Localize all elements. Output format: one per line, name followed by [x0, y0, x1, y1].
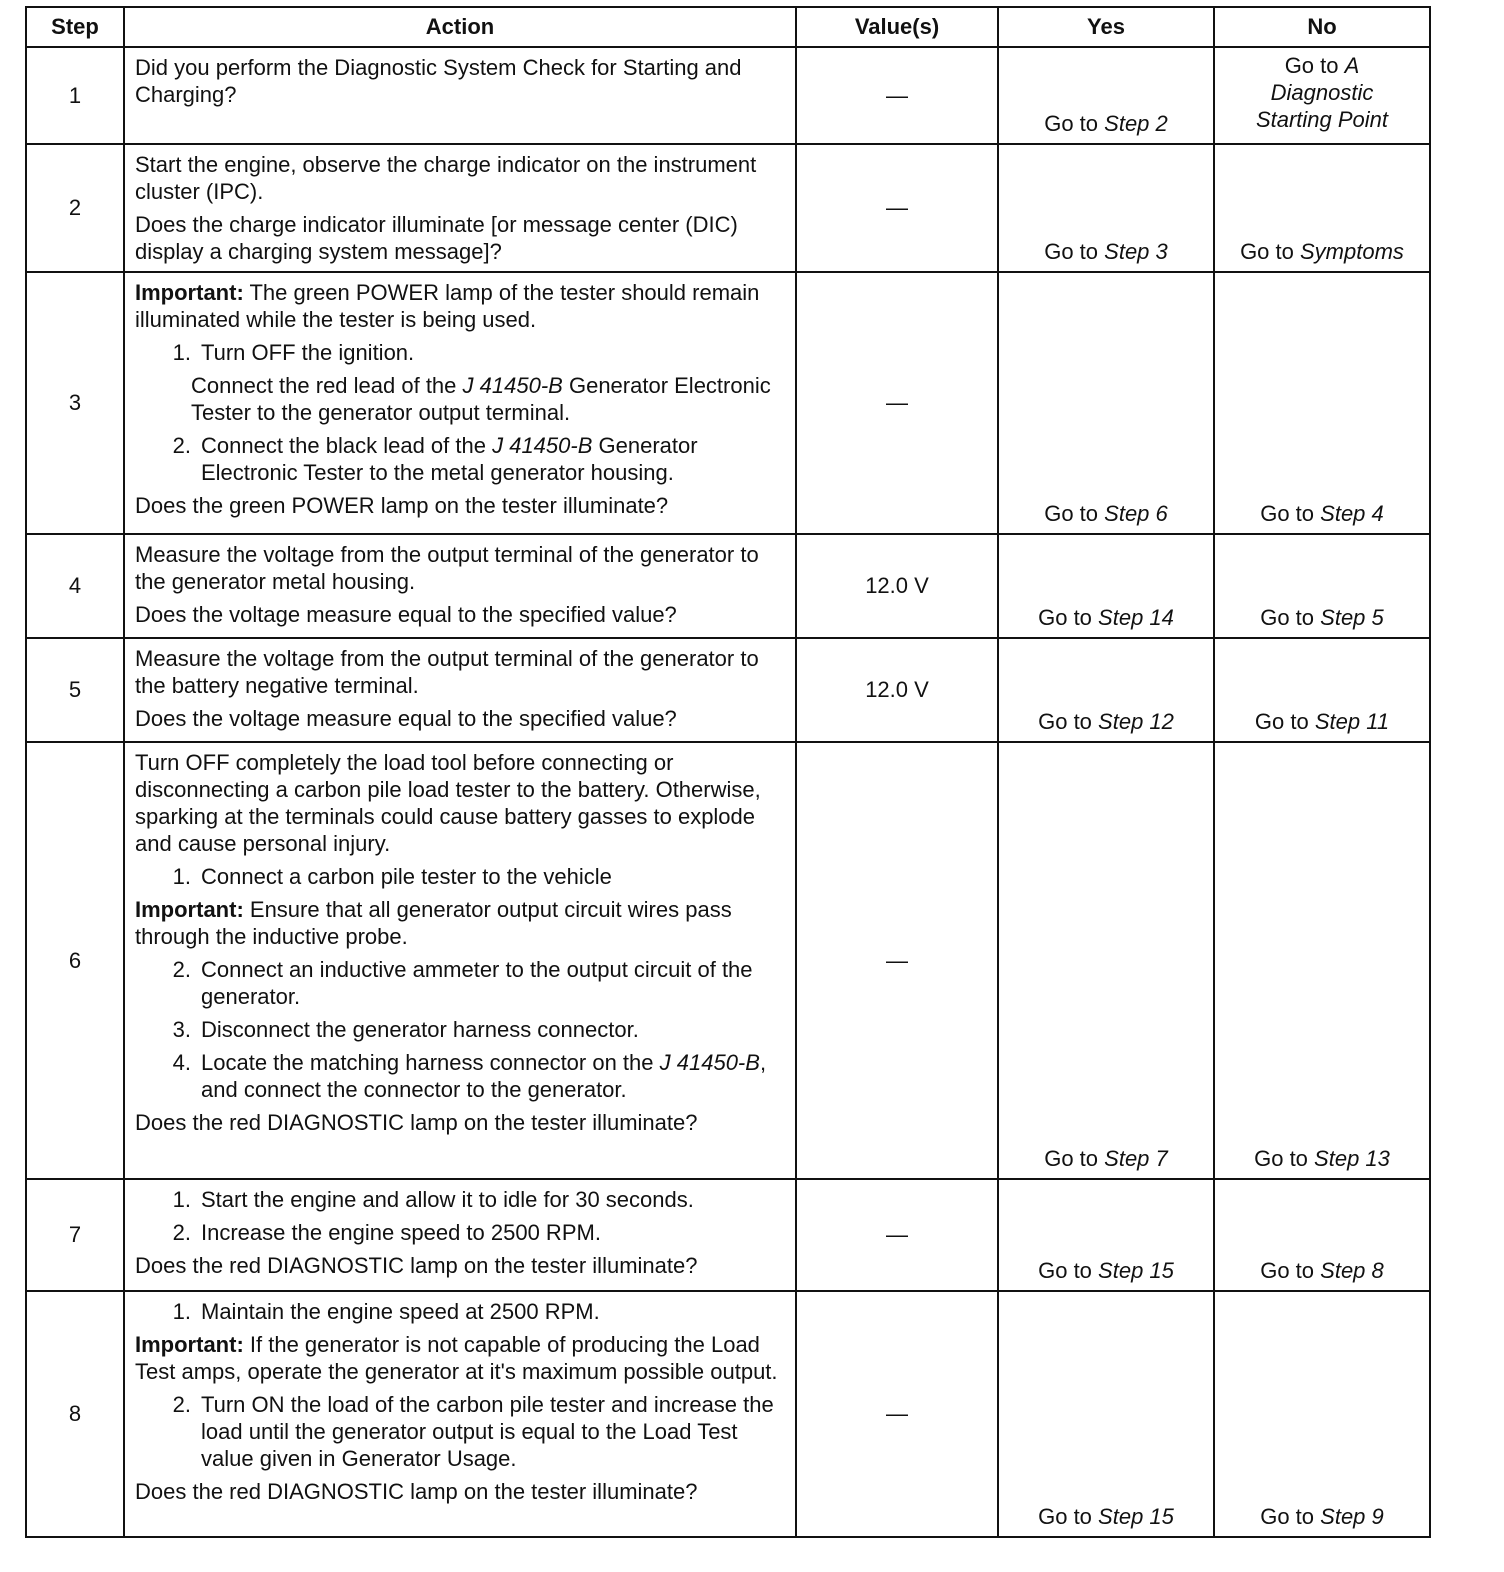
- value-cell: —: [796, 1291, 998, 1537]
- yes-link[interactable]: Step 2: [1104, 111, 1168, 136]
- go-to-label: Go to: [1038, 1504, 1092, 1529]
- header-row: [26, 7, 1430, 47]
- go-to-label: Go to: [1044, 111, 1099, 136]
- header-action: Action: [124, 7, 796, 47]
- table-row: [26, 144, 1430, 272]
- no-link[interactable]: Symptoms: [1300, 239, 1404, 264]
- action-cell: [124, 742, 796, 1179]
- table-row: [26, 742, 1430, 1179]
- action-question: Does the green POWER lamp on the tester illuminate?: [135, 493, 669, 518]
- value-cell: —: [796, 144, 998, 272]
- yes-cell: [998, 1179, 1214, 1291]
- yes-link[interactable]: Step 14: [1098, 605, 1174, 630]
- no-cell: [1214, 144, 1430, 272]
- action-text: Did you perform the Diagnostic System Check for Starting and Charging?: [135, 55, 742, 107]
- go-to-label: Go to: [1038, 605, 1092, 630]
- no-link[interactable]: Step 11: [1314, 709, 1390, 734]
- important-text: Ensure that all generator output circuit wires pass through the inductive probe.: [135, 897, 732, 949]
- list-item: 4. Locate the matching harness connector on the J 41450-B, and connect the connector to the generator.: [172, 1050, 767, 1102]
- text-part: Locate the matching harness connector on the: [201, 1050, 654, 1075]
- action-question: Does the red DIAGNOSTIC lamp on the tester illuminate?: [135, 1110, 698, 1135]
- list-item-continuation: [135, 372, 785, 426]
- go-to-label: Go to: [1260, 501, 1315, 526]
- go-to-label: Go to: [1254, 1146, 1308, 1171]
- action-cell: [124, 272, 796, 534]
- no-cell: [1214, 272, 1430, 534]
- yes-cell: [998, 534, 1214, 638]
- yes-link[interactable]: Step 6: [1104, 501, 1168, 526]
- important-label: Important:: [135, 280, 244, 305]
- yes-cell: [998, 47, 1214, 144]
- list-item: 3. Disconnect the generator harness connector.: [135, 1016, 785, 1043]
- list-item-text: Turn ON the load of the carbon pile tester and increase the load until the generator output is equal to the Load Test value given in Generator Usage.: [201, 1392, 774, 1471]
- header-no: No: [1214, 7, 1430, 47]
- value-cell: —: [796, 47, 998, 144]
- go-to-label: Go to: [1260, 1504, 1315, 1529]
- step-number: 7: [26, 1179, 124, 1291]
- no-cell: [1214, 534, 1430, 638]
- list-item-text: Connect a carbon pile tester to the vehicle: [201, 864, 612, 889]
- header-yes: Yes: [998, 7, 1214, 47]
- no-cell: [1214, 47, 1430, 144]
- yes-link[interactable]: Step 15: [1098, 1504, 1174, 1529]
- action-cell: [124, 47, 796, 144]
- go-to-label: Go to: [1254, 709, 1309, 734]
- action-text: Start the engine, observe the charge indicator on the instrument cluster (IPC).: [135, 152, 757, 204]
- action-cell: [124, 1291, 796, 1537]
- action-question: Does the red DIAGNOSTIC lamp on the tester illuminate?: [135, 1253, 698, 1278]
- diagnostic-table-page: [25, 6, 1429, 1538]
- important-label: Important:: [135, 1332, 244, 1357]
- step-number: 1: [26, 47, 124, 144]
- no-link-line2[interactable]: Diagnostic: [1270, 80, 1374, 105]
- step-number: 3: [26, 272, 124, 534]
- table-row: [26, 638, 1430, 742]
- value-cell: 12.0 V: [796, 534, 998, 638]
- important-label: Important:: [135, 897, 244, 922]
- step-number: 6: [26, 742, 124, 1179]
- yes-link[interactable]: Step 15: [1098, 1258, 1174, 1283]
- text-part: Connect the black lead of the: [201, 433, 486, 458]
- no-link[interactable]: Step 13: [1314, 1146, 1390, 1171]
- yes-link[interactable]: Step 12: [1098, 709, 1174, 734]
- go-to-label: Go to: [1284, 53, 1339, 78]
- list-item-text: Turn OFF the ignition.: [201, 340, 415, 365]
- action-question: Does the charge indicator illuminate [or message center (DIC) display a charging system message]?: [135, 212, 738, 264]
- value-cell: —: [796, 742, 998, 1179]
- tool-reference[interactable]: J 41450-B: [492, 433, 593, 458]
- no-cell: [1214, 638, 1430, 742]
- list-item-text: Start the engine and allow it to idle for 30 seconds.: [201, 1187, 694, 1212]
- value-cell: —: [796, 1179, 998, 1291]
- no-link[interactable]: Step 9: [1320, 1504, 1384, 1529]
- step-number: 4: [26, 534, 124, 638]
- text-part: Generator Electronic Tester to the metal generator housing.: [201, 433, 698, 485]
- go-to-label: Go to: [1044, 239, 1099, 264]
- no-link[interactable]: Step 5: [1320, 605, 1384, 630]
- go-to-label: Go to: [1038, 1258, 1092, 1283]
- diagnostic-table: [25, 6, 1431, 1538]
- yes-cell: [998, 272, 1214, 534]
- list-item-text: Increase the engine speed to 2500 RPM.: [201, 1220, 601, 1245]
- caution-text: Turn OFF completely the load tool before connecting or disconnecting a carbon pile load tester to the battery. Otherwise, sparking at the terminals could cause battery gasses to explode and cause personal injury.: [135, 750, 761, 856]
- list-item: 1. Turn OFF the ignition.: [135, 339, 785, 366]
- list-item: 2. Connect the black lead of the J 41450-B Generator Electronic Tester to the metal generator housing.: [172, 433, 698, 485]
- list-item: 2. Connect an inductive ammeter to the output circuit of the generator.: [135, 956, 785, 1010]
- header-values: Value(s): [796, 7, 998, 47]
- no-cell: [1214, 742, 1430, 1179]
- value-cell: 12.0 V: [796, 638, 998, 742]
- go-to-label: Go to: [1044, 1146, 1099, 1171]
- action-cell: [124, 638, 796, 742]
- action-text: Measure the voltage from the output terminal of the generator to the battery negative terminal.: [135, 646, 759, 698]
- action-cell: [124, 534, 796, 638]
- text-part: Connect the red lead of the: [191, 373, 457, 398]
- list-item: 1. Maintain the engine speed at 2500 RPM.: [135, 1298, 785, 1325]
- list-item: 2. Turn ON the load of the carbon pile tester and increase the load until the generator output is equal to the Load Test value given in Generator Usage.: [135, 1391, 785, 1472]
- go-to-label: Go to: [1038, 709, 1092, 734]
- list-item-text: Disconnect the generator harness connector.: [201, 1017, 639, 1042]
- action-cell: [124, 144, 796, 272]
- action-question: Does the red DIAGNOSTIC lamp on the tester illuminate?: [135, 1479, 698, 1504]
- table-row: [26, 534, 1430, 638]
- table-row: [26, 47, 1430, 144]
- no-link-line3[interactable]: Starting Point: [1255, 107, 1389, 132]
- yes-link[interactable]: Step 7: [1104, 1146, 1168, 1171]
- step-number: 5: [26, 638, 124, 742]
- list-item: 2. Increase the engine speed to 2500 RPM.: [135, 1219, 785, 1246]
- text-part: , and connect the connector to the generator.: [201, 1050, 767, 1102]
- text-part: Generator Electronic Tester to the generator output terminal.: [191, 373, 771, 425]
- action-cell: [124, 1179, 796, 1291]
- yes-cell: [998, 742, 1214, 1179]
- important-note: [135, 279, 785, 333]
- tool-reference[interactable]: J 41450-B: [659, 1050, 760, 1075]
- go-to-label: Go to: [1260, 605, 1315, 630]
- go-to-label: Go to: [1044, 501, 1099, 526]
- list-item-text: Maintain the engine speed at 2500 RPM.: [201, 1299, 600, 1324]
- action-text: Measure the voltage from the output terminal of the generator to the generator metal housing.: [135, 542, 759, 594]
- action-question: Does the voltage measure equal to the specified value?: [135, 602, 677, 627]
- go-to-label: Go to: [1260, 1258, 1315, 1283]
- important-note: [135, 896, 785, 950]
- no-link[interactable]: Step 8: [1320, 1258, 1384, 1283]
- value-cell: —: [796, 272, 998, 534]
- yes-cell: [998, 144, 1214, 272]
- no-cell: [1214, 1179, 1430, 1291]
- no-link[interactable]: Step 4: [1320, 501, 1384, 526]
- yes-link[interactable]: Step 3: [1104, 239, 1168, 264]
- important-text: The green POWER lamp of the tester should remain illuminated while the tester is being used.: [135, 280, 760, 332]
- go-to-label: Go to: [1240, 239, 1294, 264]
- list-item: 1. Start the engine and allow it to idle for 30 seconds.: [135, 1186, 785, 1213]
- table-row: [26, 1179, 1430, 1291]
- tool-reference[interactable]: J 41450-B: [462, 373, 563, 398]
- no-cell: [1214, 1291, 1430, 1537]
- header-step: Step: [26, 7, 124, 47]
- table-row: [26, 272, 1430, 534]
- important-note: [135, 1331, 785, 1385]
- no-link[interactable]: A: [1344, 53, 1360, 78]
- important-text: If the generator is not capable of producing the Load Test amps, operate the generator at it's maximum possible output.: [135, 1332, 778, 1384]
- table-row: [26, 1291, 1430, 1537]
- list-item: 1. Connect a carbon pile tester to the vehicle: [135, 863, 785, 890]
- action-question: Does the voltage measure equal to the specified value?: [135, 706, 677, 731]
- step-number: 8: [26, 1291, 124, 1537]
- list-item-text: Connect an inductive ammeter to the output circuit of the generator.: [201, 957, 753, 1009]
- step-number: 2: [26, 144, 124, 272]
- yes-cell: [998, 638, 1214, 742]
- yes-cell: [998, 1291, 1214, 1537]
